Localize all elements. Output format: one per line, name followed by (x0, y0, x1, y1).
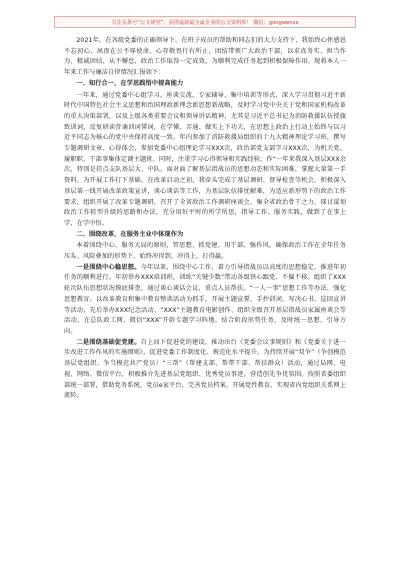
point-2-text: 自上而下促进党的建设，推动出台《党委会议事规则》和《党委关于进一步改进工作作风的实施细则》，促进党委工作制度化、规范化水平提升。为持续开展“双争”（争创模范基层党组织、争当模范共产党员）“三帮”（帮建支部、帮带干部、帮扶群众）活动，通过局网、电视、网络、微信平台，积极推介先进基层党组织、优秀党员事迹，营造创先争优氛围。按照省委组织部统一部署，借助党务系统，党员e家平台，完善党员档案，开展党性教育，实现省内党组织关系网上流转。 (64, 338, 347, 400)
intro-paragraph: 2021年，在各级党委的正确领导下，在班子成员的帮助和同志们的大力支持下，我始终心怀感恩不忘初心，夙夜在公不辱使命，心存敬畏行有所止，团结带领广大政治干部，以求真务实、担当作为、精诚团结、从不懈怠，政治工作取得一定成效，为顺利完成任务起到积极保障作用。现将本人一年来工作与廉洁自律情况汇报如下： (64, 37, 346, 77)
point-1-lead: 一是围绕中心稳思想。 (76, 263, 141, 271)
section-heading-1: 一、知行合一，在学思践悟中提高能力 (76, 80, 184, 88)
document-body (64, 36, 346, 402)
section-1-paragraph: 一年来，通过党委中心组学习、座谈交流、专家辅导、集中培训等形式，深入学习贯彻习近平新时代中国特色社会主义思想和治国理政新理念新思想新战略，及时学习党中央关于党和国家机构改革的重大决策部署，以及上级各类重要会议和领导讲话精神，尤其是习近平总书记为消防救援队伍授旗致训词，反复研读背诵训词誓词，在学懂、弄通、做实上下功夫，在思想上政治上行动上始终与以习近平同志为核心的党中央保持高度一致。年内参加了消防救援局组织的十九大精神理论学习班，撰写专题调研文章、心得体会，参加党委中心组理论学习XXX次，政治部党支部学习XXX次，为机关党、履职职、干部事集体定调主题班。同时，注重学习心得领导和实践经验，作“一年来我深入基层XXX余次，特别是挂点支队基层大、中队，面对面了解基层指战员的思想动态和实际困难，掌握大量第一手资料，为开展工作打下基础。在改革启动之初，我牵头完成了基层调研、督导检查等机会，积极深入基层第一线开展改革政策宣讲，谈心谈话等工作，为基层队伍排忧解难，为适应新形势下的政治工作要求，组织开展了改革专题调研，召开了全省政治工作调研座谈会，集全省政治骨干之力，探讨谋划政治工作转型升级的思路和办法，充分用好平时的所学所思，指导工作、服务实践，做到了在事上学、在学中悟。 (64, 91, 346, 227)
promo-banner[interactable]: 关注头条号“公文研究”，获得最新最全最专业的公文资料库！ 微信：gongwenxx (54, 16, 356, 28)
section-heading-2: 二、围绕改革，在服务主业中体现作为 (76, 231, 184, 239)
section-2-point-2 (64, 338, 346, 402)
section-2-point-1 (64, 263, 346, 338)
point-1-text: 今年以来，围绕中心工作，着力引导指战员以高度的思想稳定，推进年初任务的顺利进行。年初举办XXX培训班，训练“关键少数”带动各级铁心跟党、不偏不移。组织了XXX轮次队伍思想状况摸底排查，通过谈心谈话会议，重点人员帮扶。“一人一事”思想工作等办法，强化思想教育。以改革教育和集中教育整训活动为抓手，开展主题宣誓、手抄训词、写决心书、巡回宣讲等活动，先后举办XXX纪念活动、“XXX”主题教育电影创作、组织全级召开基层指战员家属座谈会等活动，在总队政工网、微信“XXX”开辟专题学习阵地，结合阶段形势任务，及时统一思想、引导方向。 (64, 263, 347, 335)
point-2-lead: 二是围绕基础促党建。 (76, 338, 141, 346)
section-2-intro-paragraph: 本着围绕中心、服务大局的原则，管思想、抓党建、用干部、强作风，确保政治工作在全年任务压头、风险叠加的形势下，始终冲得到、冲得上、打得赢。 (64, 242, 346, 261)
